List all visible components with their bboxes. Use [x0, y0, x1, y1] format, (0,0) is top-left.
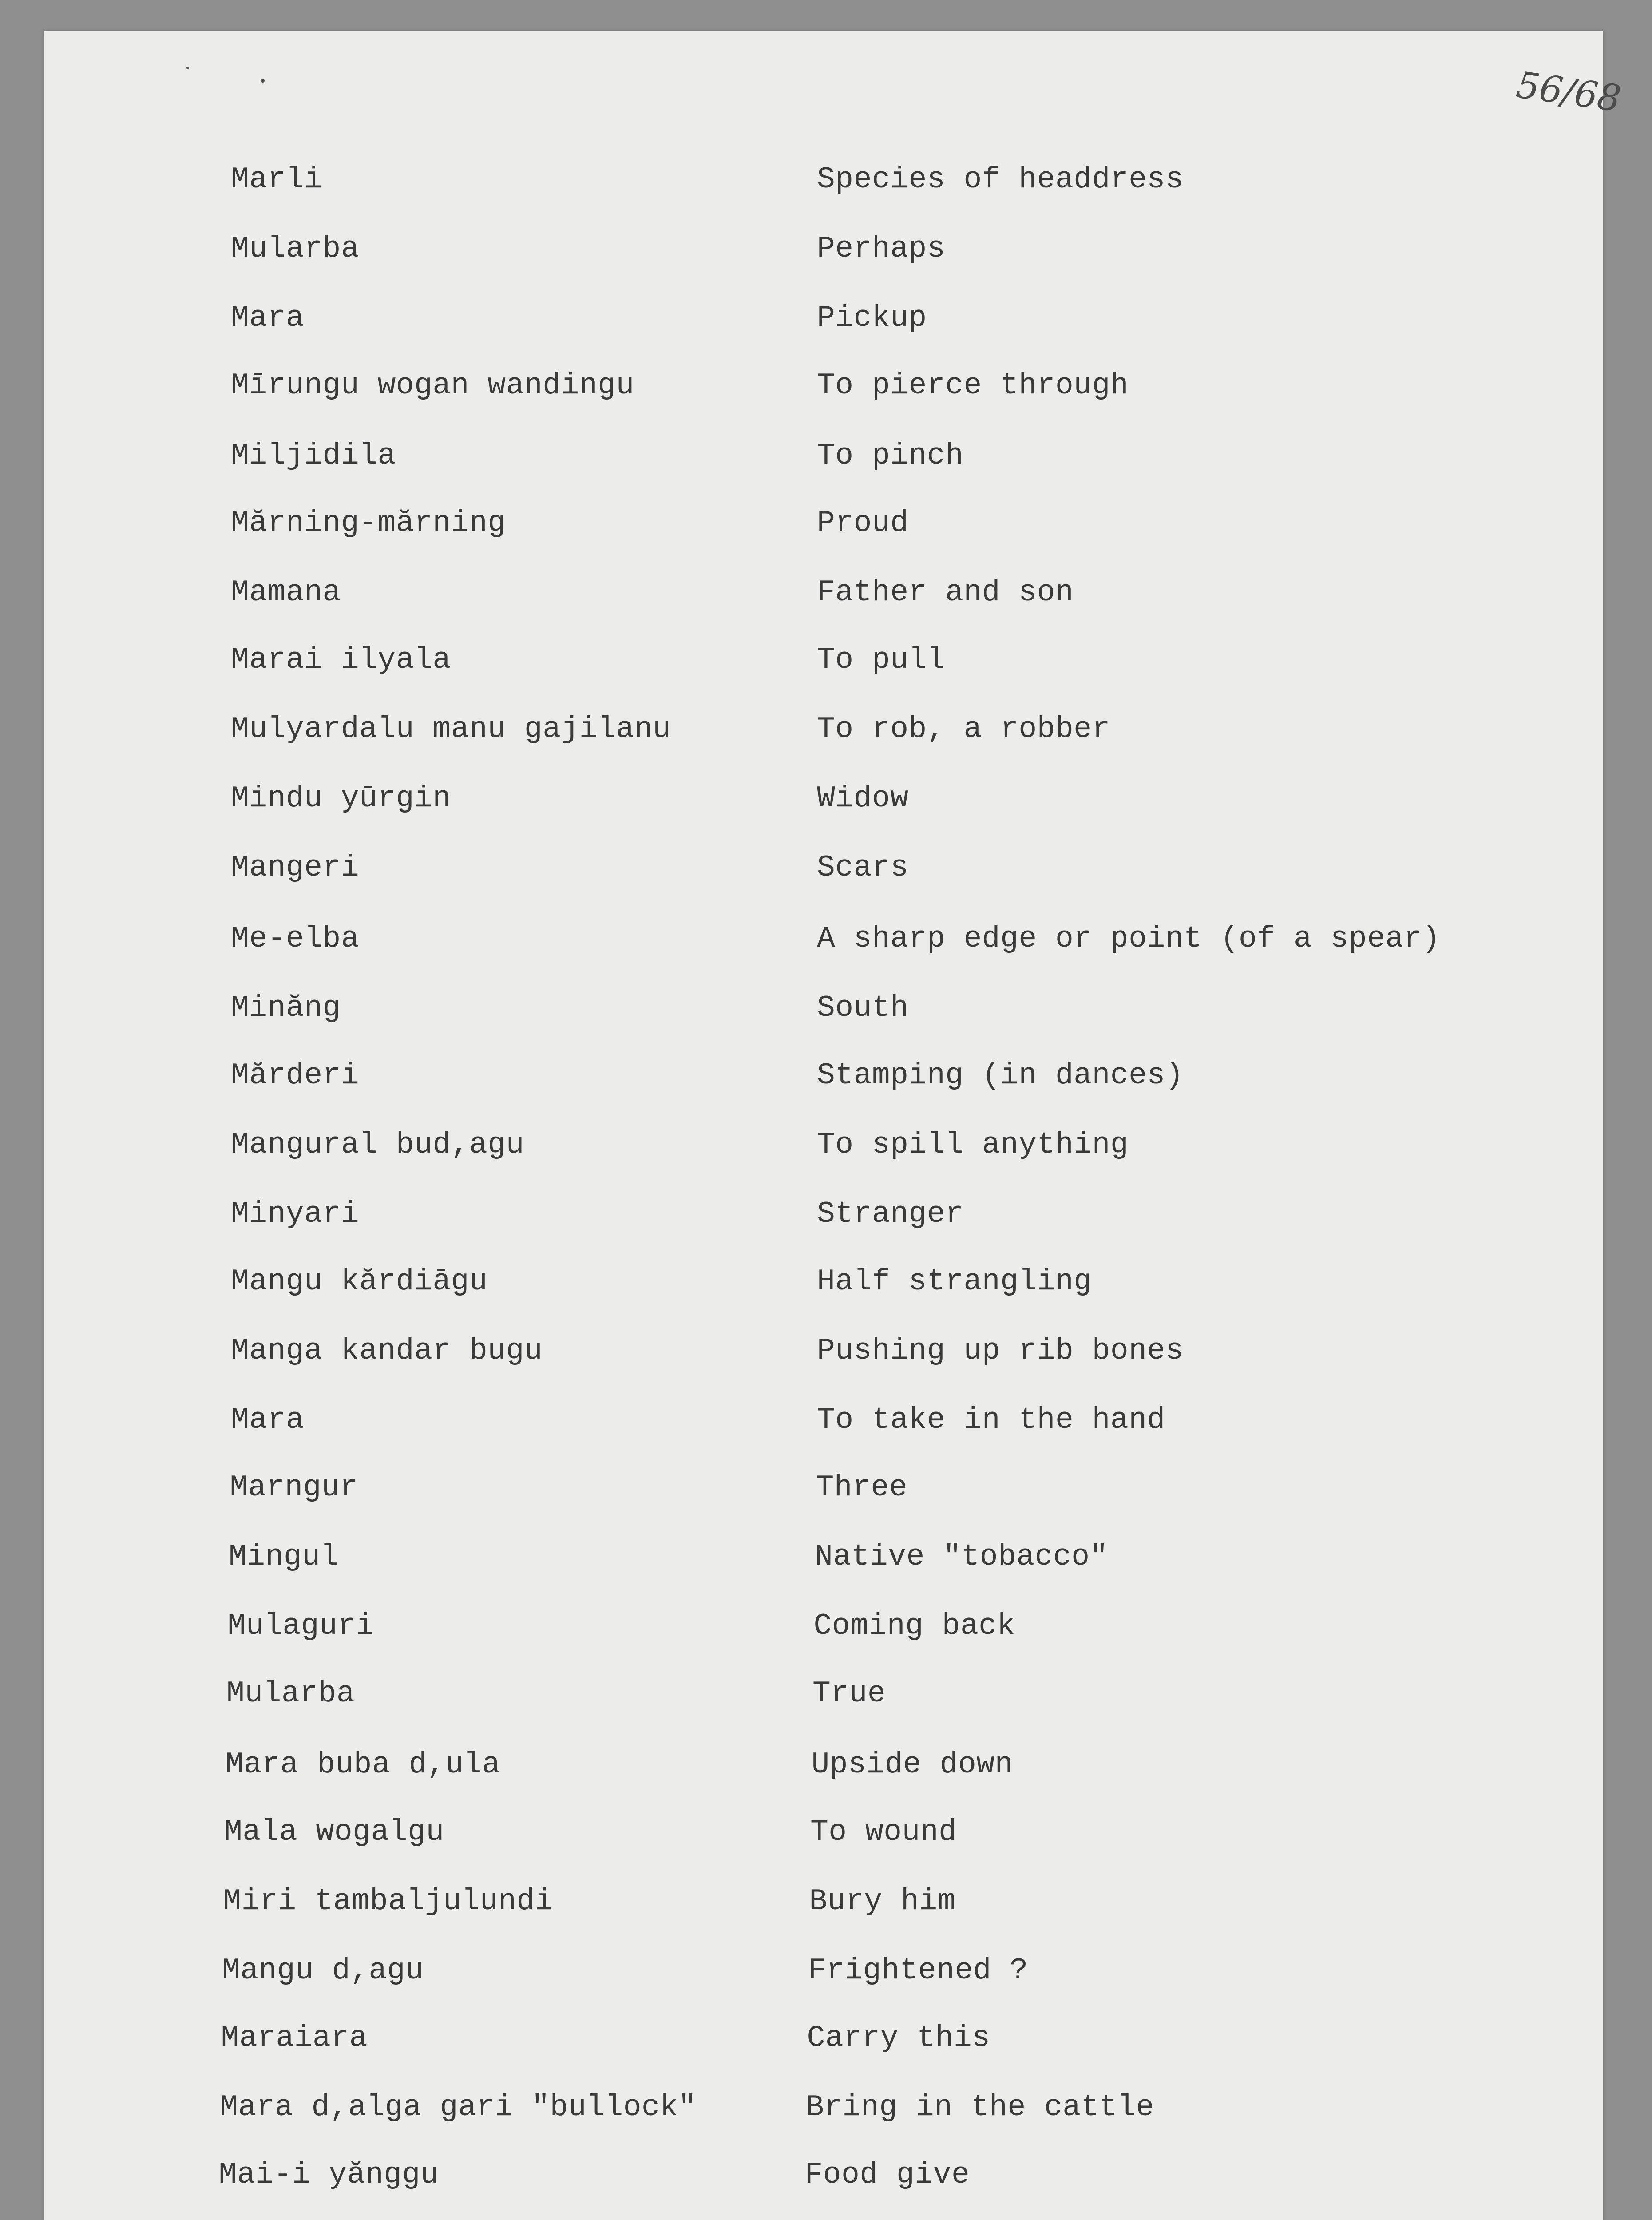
vocabulary-entry — [44, 225, 1603, 274]
vocabulary-entry — [44, 1190, 1603, 1239]
vocabulary-entry — [44, 705, 1603, 754]
aboriginal-term: Miljidila — [231, 439, 396, 473]
english-meaning: Perhaps — [817, 232, 946, 266]
aboriginal-term: Mamana — [231, 575, 341, 610]
english-meaning: Upside down — [811, 1748, 1013, 1782]
vocabulary-entry — [44, 1740, 1603, 1789]
english-meaning: To spill anything — [817, 1128, 1129, 1162]
english-meaning: Coming back — [813, 1609, 1015, 1643]
aboriginal-term: Mīrungu wogan wandingu — [231, 369, 634, 403]
vocabulary-entry — [44, 1396, 1603, 1445]
english-meaning: Frightened ? — [808, 1954, 1028, 1988]
english-meaning: Species of headdress — [817, 163, 1184, 197]
aboriginal-term: Mara — [231, 1403, 305, 1437]
aboriginal-term: Mara — [231, 301, 305, 335]
vocabulary-entry — [44, 1877, 1603, 1926]
english-meaning: Half strangling — [817, 1265, 1092, 1299]
aboriginal-term: Mangu kărdiāgu — [231, 1265, 488, 1299]
vocabulary-entry — [44, 1463, 1603, 1512]
aboriginal-term: Marngur — [230, 1471, 358, 1505]
vocabulary-entry — [44, 1602, 1603, 1651]
vocabulary-entry — [44, 432, 1603, 480]
english-meaning: Father and son — [817, 575, 1074, 610]
english-meaning: Food give — [804, 2158, 970, 2192]
aboriginal-term: Marli — [231, 163, 323, 197]
vocabulary-entry — [44, 155, 1603, 204]
english-meaning: A sharp edge or point (of a spear) — [817, 922, 1441, 956]
aboriginal-term: Me-elba — [231, 922, 360, 956]
aboriginal-term: Miri tambaljulundi — [223, 1884, 554, 1919]
english-meaning: To wound — [810, 1815, 957, 1849]
aboriginal-term: Minyari — [231, 1197, 360, 1231]
english-meaning: Scars — [817, 851, 909, 885]
vocabulary-entry — [44, 2083, 1603, 2132]
english-meaning: Widow — [817, 781, 909, 816]
aboriginal-term: Mindu yūrgin — [231, 781, 451, 816]
english-meaning: True — [812, 1677, 886, 1711]
vocabulary-entry — [44, 1051, 1603, 1100]
vocabulary-entry — [44, 2014, 1603, 2063]
english-meaning: Pickup — [817, 301, 927, 335]
vocabulary-entry — [44, 844, 1603, 892]
aboriginal-term: Mala wogalgu — [224, 1815, 444, 1849]
aboriginal-term: Mărning-mărning — [231, 506, 506, 540]
aboriginal-term: Mangural bud,agu — [231, 1128, 524, 1162]
english-meaning: To pierce through — [817, 369, 1129, 403]
aboriginal-term: Mulaguri — [227, 1609, 374, 1643]
vocabulary-list — [44, 31, 1603, 2220]
vocabulary-entry — [44, 1808, 1603, 1857]
english-meaning: Bury him — [809, 1884, 956, 1919]
english-meaning: Stranger — [817, 1197, 964, 1231]
english-meaning: Native "tobacco" — [815, 1540, 1108, 1574]
aboriginal-term: Mara d,alga gari "bullock" — [220, 2090, 697, 2125]
aboriginal-term: Mărderi — [231, 1058, 360, 1093]
aboriginal-term: Mai-i yănggu — [218, 2158, 439, 2192]
aboriginal-term: Mara buba d,ula — [225, 1748, 501, 1782]
aboriginal-term: Mingul — [229, 1540, 339, 1574]
aboriginal-term: Mulyardalu manu gajilanu — [231, 712, 671, 746]
aboriginal-term: Mangu d,agu — [222, 1954, 424, 1988]
aboriginal-term: Mularba — [231, 232, 360, 266]
english-meaning: To pull — [817, 643, 946, 677]
folio-number: 56/68 — [1513, 64, 1624, 120]
vocabulary-entry — [44, 774, 1603, 823]
vocabulary-entry — [44, 499, 1603, 548]
vocabulary-entry — [44, 568, 1603, 617]
english-meaning: Pushing up rib bones — [817, 1334, 1184, 1368]
aboriginal-term: Maraiara — [221, 2021, 368, 2055]
english-meaning: Bring in the cattle — [806, 2090, 1154, 2125]
vocabulary-entry — [44, 1257, 1603, 1306]
english-meaning: Stamping (in dances) — [817, 1058, 1184, 1093]
english-meaning: Proud — [817, 506, 909, 540]
vocabulary-entry — [44, 1946, 1603, 1995]
vocabulary-entry — [44, 915, 1603, 963]
english-meaning: To take in the hand — [817, 1403, 1165, 1437]
vocabulary-entry — [44, 294, 1603, 343]
document-page — [44, 31, 1624, 2220]
english-meaning: To pinch — [817, 439, 964, 473]
vocabulary-entry — [44, 984, 1603, 1033]
vocabulary-entry — [44, 361, 1603, 410]
vocabulary-entry — [44, 1533, 1603, 1582]
vocabulary-entry — [44, 1669, 1603, 1718]
vocabulary-entry — [44, 2151, 1603, 2200]
aboriginal-term: Mularba — [226, 1677, 355, 1711]
english-meaning: To rob, a robber — [817, 712, 1110, 746]
aboriginal-term: Manga kandar bugu — [231, 1334, 543, 1368]
vocabulary-entry — [44, 1327, 1603, 1376]
vocabulary-entry — [44, 636, 1603, 685]
vocabulary-entry — [44, 1121, 1603, 1169]
aboriginal-term: Marai ilyala — [231, 643, 451, 677]
english-meaning: South — [817, 991, 909, 1025]
aboriginal-term: Mangeri — [231, 851, 360, 885]
english-meaning: Three — [816, 1471, 908, 1505]
english-meaning: Carry this — [807, 2021, 990, 2055]
aboriginal-term: Minăng — [231, 991, 341, 1025]
